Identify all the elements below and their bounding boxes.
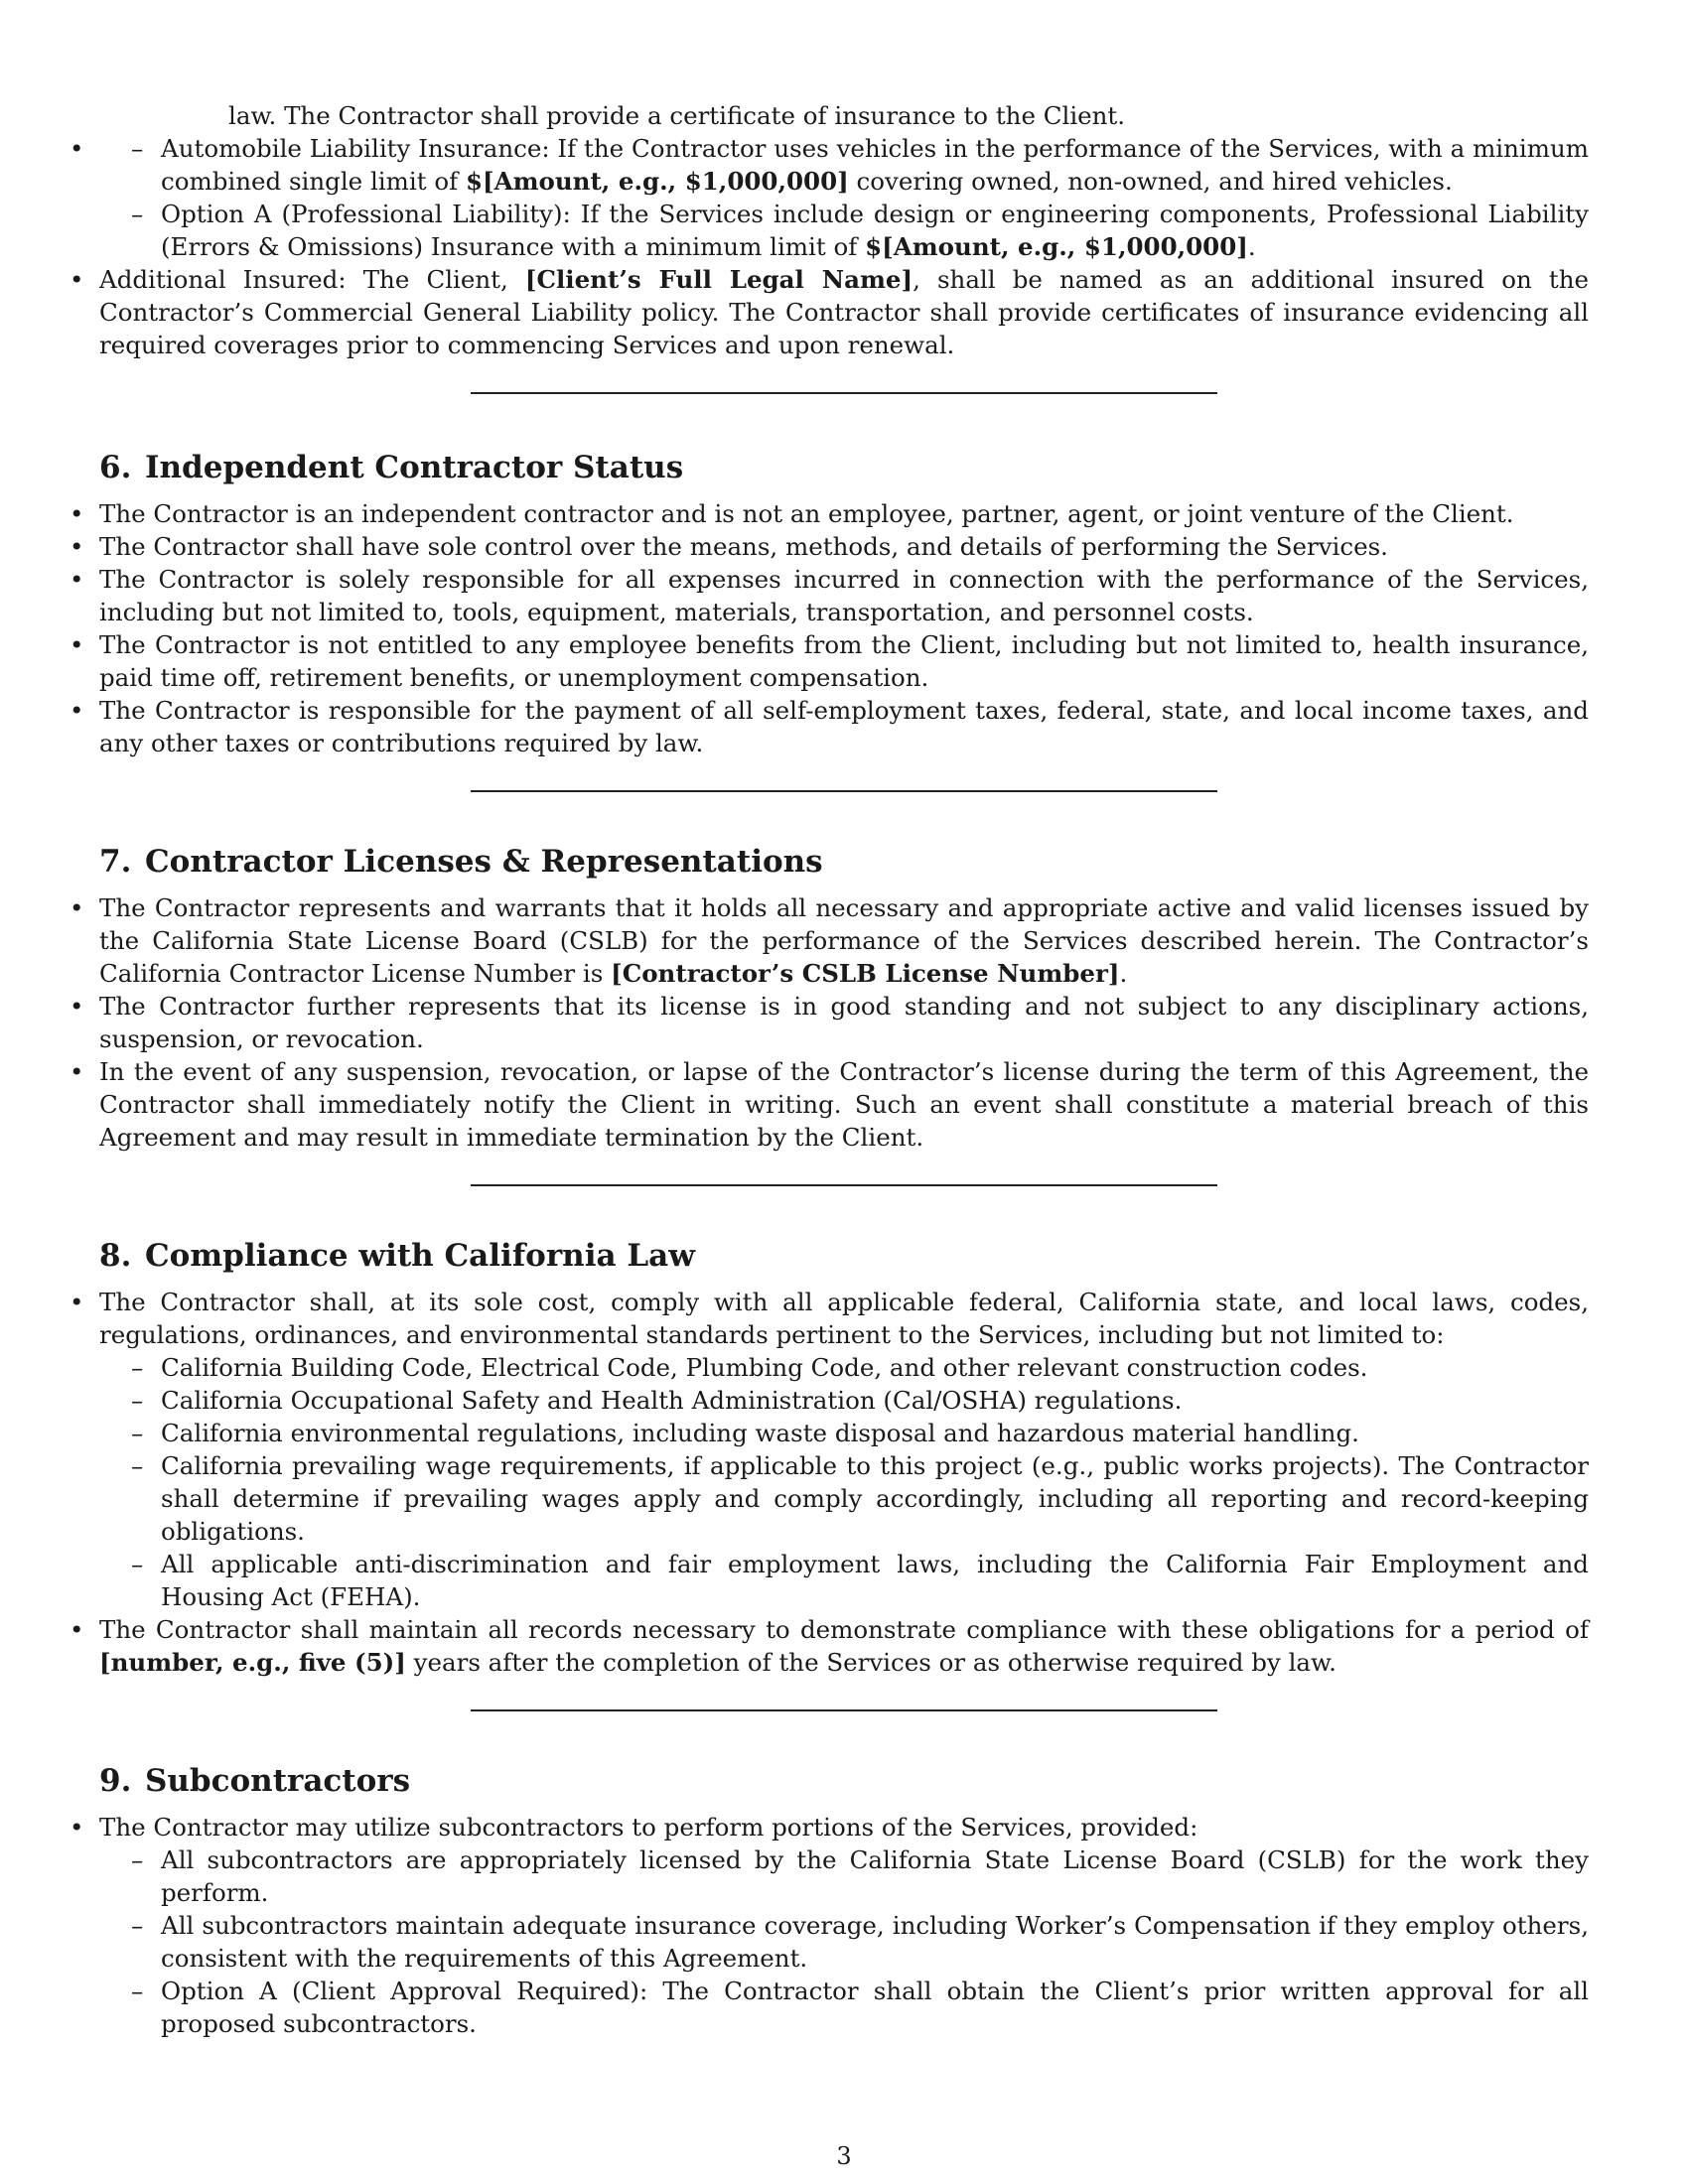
page-number: 3 xyxy=(836,2142,852,2170)
section-6-list xyxy=(32,497,1589,759)
additional-insured-list xyxy=(32,263,1589,361)
insurance-sublist xyxy=(99,132,1589,263)
section-8-heading: 8. Compliance with California Law xyxy=(99,1238,695,1274)
sub-list-item: – All subcontractors are appropriately licensed by the California State License Board (CSLB) for the work they perform. xyxy=(32,1843,1589,1909)
section-9-heading: 9. Subcontractors xyxy=(99,1763,411,1799)
section-6-heading: 6. Independent Contractor Status xyxy=(99,450,684,485)
sub-list-item: – All subcontractors maintain adequate insurance coverage, including Worker’s Compensation if they employ others, consistent with the requirements of this Agreement. xyxy=(32,1909,1589,1975)
sub-list-item: – California Occupational Safety and Health Administration (Cal/OSHA) regulations. xyxy=(32,1384,1589,1417)
document-page xyxy=(99,99,1589,2040)
section-7-list xyxy=(32,891,1589,1154)
section-8-sublist xyxy=(99,1351,1589,1613)
list-item: • The Contractor is solely responsible for all expenses incurred in connection with the performance of the Services, including but not limited to, tools, equipment, materials, transportation, and personnel costs. xyxy=(32,563,1589,628)
list-item: • The Contractor further represents that its license is in good standing and not subject to any disciplinary actions, suspension, or revocation. xyxy=(32,990,1589,1055)
section-8-list xyxy=(32,1286,1589,1679)
list-item: • The Contractor may utilize subcontractors to perform portions of the Services, provided: – All subcontractors are appropriately licensed by the California State License Board (CSLB) for the work they perform. – All subcontractors maintain adequate insurance coverage, including Worker’s Compensation if they employ others, consistent with the requirements of this Agreement. – Option A (Client Approval Required): The Contractor shall obtain the Client’s prior written approval for all proposed subcontractors. xyxy=(32,1811,1589,2040)
sub-list-item: – Option A (Client Approval Required): The Contractor shall obtain the Client’s prior written approval for all proposed subcontractors. xyxy=(32,1975,1589,2040)
list-item: • The Contractor shall have sole control over the means, methods, and details of performing the Services. xyxy=(32,530,1589,563)
insurance-continuation: law. The Contractor shall provide a certificate of insurance to the Client. xyxy=(228,101,1126,130)
auto-liability-item: – • Automobile Liability Insurance: If the Contractor uses vehicles in the performance of the Services, with a minimum combined single limit of $[Amount, e.g., $1,000,000] covering owned, non-owned, and hired vehicles. xyxy=(32,132,1589,198)
list-item: • In the event of any suspension, revocation, or lapse of the Contractor’s license during the term of this Agreement, the Contractor shall immediately notify the Client in writing. Such an event shall constitute a material breach of this Agreement and may result in immediate termination by the Client. xyxy=(32,1055,1589,1154)
sub-list-item: – California environmental regulations, including waste disposal and hazardous material handling. xyxy=(32,1417,1589,1449)
list-item: • The Contractor is not entitled to any employee benefits from the Client, including but not limited to, health insurance, paid time off, retirement benefits, or unemployment compensation. xyxy=(32,628,1589,694)
list-item: • The Contractor shall, at its sole cost, comply with all applicable federal, California state, and local laws, codes, regulations, ordinances, and environmental standards pertinent to the Services, including but not limited to: – California Building Code, Electrical Code, Plumbing Code, and other relevant construction codes. – California Occupational Safety and Health Administration (Cal/OSHA) regulations. – California environmental regulations, including waste disposal and hazardous material handling. – California prevailing wage requirements, if applicable to this project (e.g., public works projects). The Contractor shall determine if prevailing wages apply and comply accordingly, including all reporting and record-keeping obligations. – All applicable anti-discrimination and fair employment laws, including the California Fair Employment and Housing Act (FEHA). xyxy=(32,1286,1589,1613)
insurance-list xyxy=(32,132,1589,263)
section-9-sublist xyxy=(99,1843,1589,2040)
sub-list-item: – California Building Code, Electrical Code, Plumbing Code, and other relevant construction codes. xyxy=(32,1351,1589,1384)
additional-insured-item: • Additional Insured: The Client, [Client’s Full Legal Name], shall be named as an additional insured on the Contractor’s Commercial General Liability policy. The Contractor shall provide certificates of insurance evidencing all required coverages prior to commencing Services and upon renewal. xyxy=(32,263,1589,361)
list-item: • The Contractor shall maintain all records necessary to demonstrate compliance with these obligations for a period of [number, e.g., five (5)] years after the completion of the Services or as otherwise required by law. xyxy=(32,1613,1589,1679)
professional-liability-item: – Option A (Professional Liability): If the Services include design or engineering components, Professional Liability (Errors & Omissions) Insurance with a minimum limit of $[Amount, e.g., $1,000,000]. xyxy=(32,198,1589,263)
list-item: • The Contractor is an independent contractor and is not an employee, partner, agent, or joint venture of the Client. xyxy=(32,497,1589,530)
section-7-heading: 7. Contractor Licenses & Representations xyxy=(99,844,823,880)
list-item: • The Contractor represents and warrants that it holds all necessary and appropriate active and valid licenses issued by the California State License Board (CSLB) for the performance of the Services described herein. The Contractor’s California Contractor License Number is [Contractor’s CSLB License Number]. xyxy=(32,891,1589,990)
sub-list-item: – California prevailing wage requirements, if applicable to this project (e.g., public works projects). The Contractor shall determine if prevailing wages apply and comply accordingly, including all reporting and record-keeping obligations. xyxy=(32,1449,1589,1548)
section-9-list xyxy=(32,1811,1589,2040)
insurance-sublist-wrapper xyxy=(32,132,1589,263)
sub-list-item: – All applicable anti-discrimination and fair employment laws, including the California Fair Employment and Housing Act (FEHA). xyxy=(32,1548,1589,1613)
list-item: • The Contractor is responsible for the payment of all self-employment taxes, federal, state, and local income taxes, and any other taxes or contributions required by law. xyxy=(32,694,1589,759)
